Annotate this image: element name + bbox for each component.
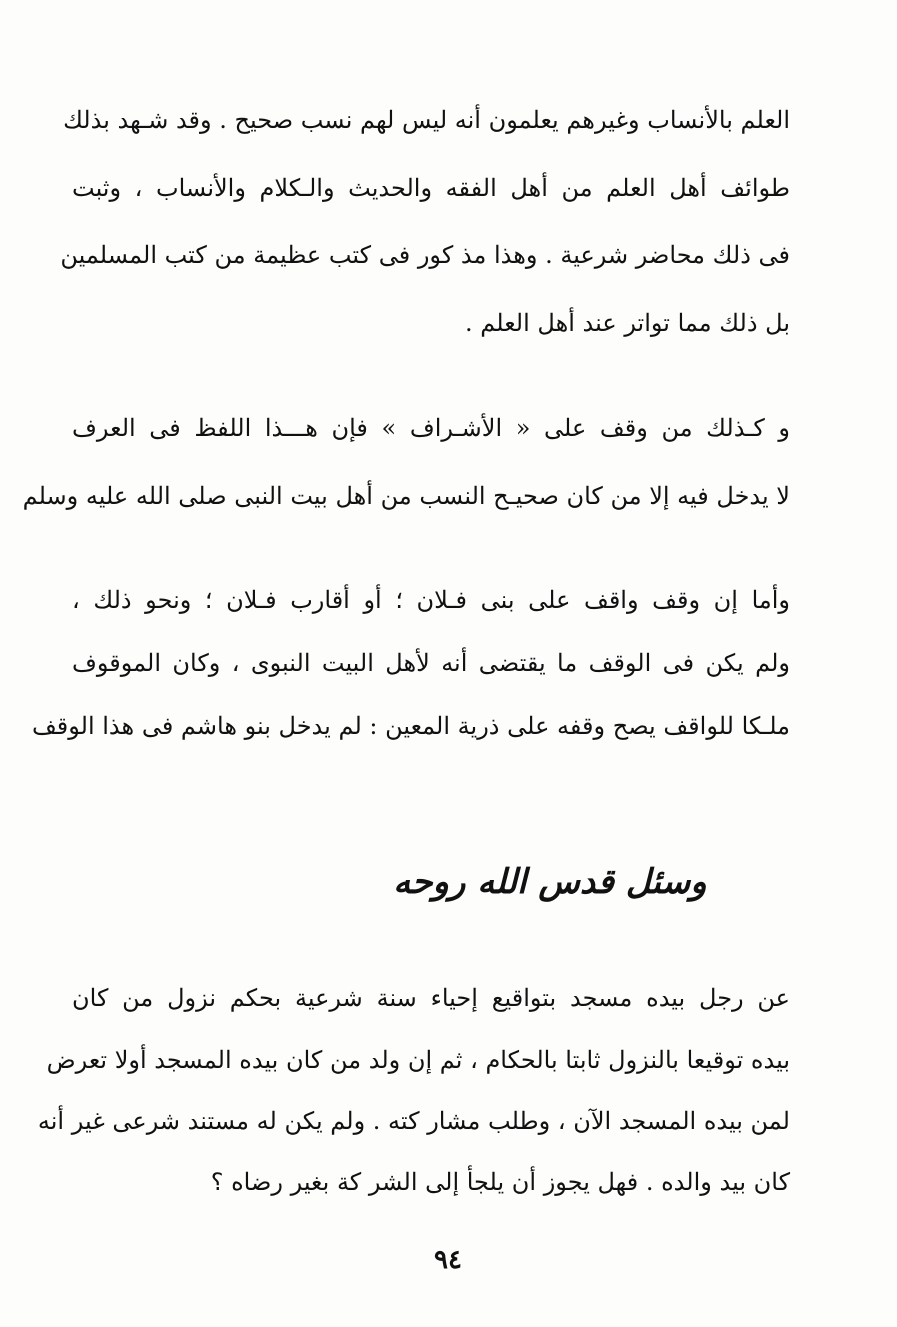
question-line-3: لمن بيده المسجد الآن ، وطلب مشار كته . ولم يكن له مستند شرعى غير أنه [37,1107,790,1135]
question-line-4: كان بيد والده . فهل يجوز أن يلجأ إلى الشر كة بغير رضاه ؟ [210,1168,790,1196]
paragraph-2-line-2: لا يدخل فيه إلا من كان صحيـح النسب من أهل بيت النبى صلى الله عليه وسلم [22,482,790,510]
paragraph-1-line-3: فى ذلك محاضر شرعية . وهذا مذ كور فى كتب عظيمة من كتب المسلمين [60,241,790,269]
paragraph-3-line-1: وأما إن وقف واقف على بنى فـلان ؛ أو أقارب فـلان ؛ ونحو ذلك ، [72,586,790,614]
paragraph-3-line-3: ملـكا للواقف يصح وقفه على ذرية المعين : لم يدخل بنو هاشم فى هذا الوقف [31,712,790,740]
paragraph-3-line-2: ولم يكن فى الوقف ما يقتضى أنه لأهل البيت النبوى ، وكان الموقوف [72,649,790,677]
section-heading: وسئل قدس الله روحه [393,862,707,902]
paragraph-1-line-1: العلم بالأنساب وغيرهم يعلمون أنه ليس لهم نسب صحيح . وقد شـهد بذلك [63,106,790,134]
paragraph-2-line-1: و كـذلك من وقف على « الأشـراف » فإن هـــذا اللفظ فى العرف [72,414,790,442]
page-number: ٩٤ [434,1245,462,1275]
question-line-2: بيده توقيعا بالنزول ثابتا بالحكام ، ثم إن ولد من كان بيده المسجد أولا تعرض [46,1046,790,1074]
paragraph-1-line-4: بل ذلك مما تواتر عند أهل العلم . [465,309,790,337]
paragraph-1-line-2: طوائف أهل العلم من أهل الفقه والحديث والـكلام والأنساب ، وثبت [72,174,790,202]
question-line-1: عن رجل بيده مسجد بتواقيع إحياء سنة شرعية بحكم نزول من كان [72,984,790,1012]
